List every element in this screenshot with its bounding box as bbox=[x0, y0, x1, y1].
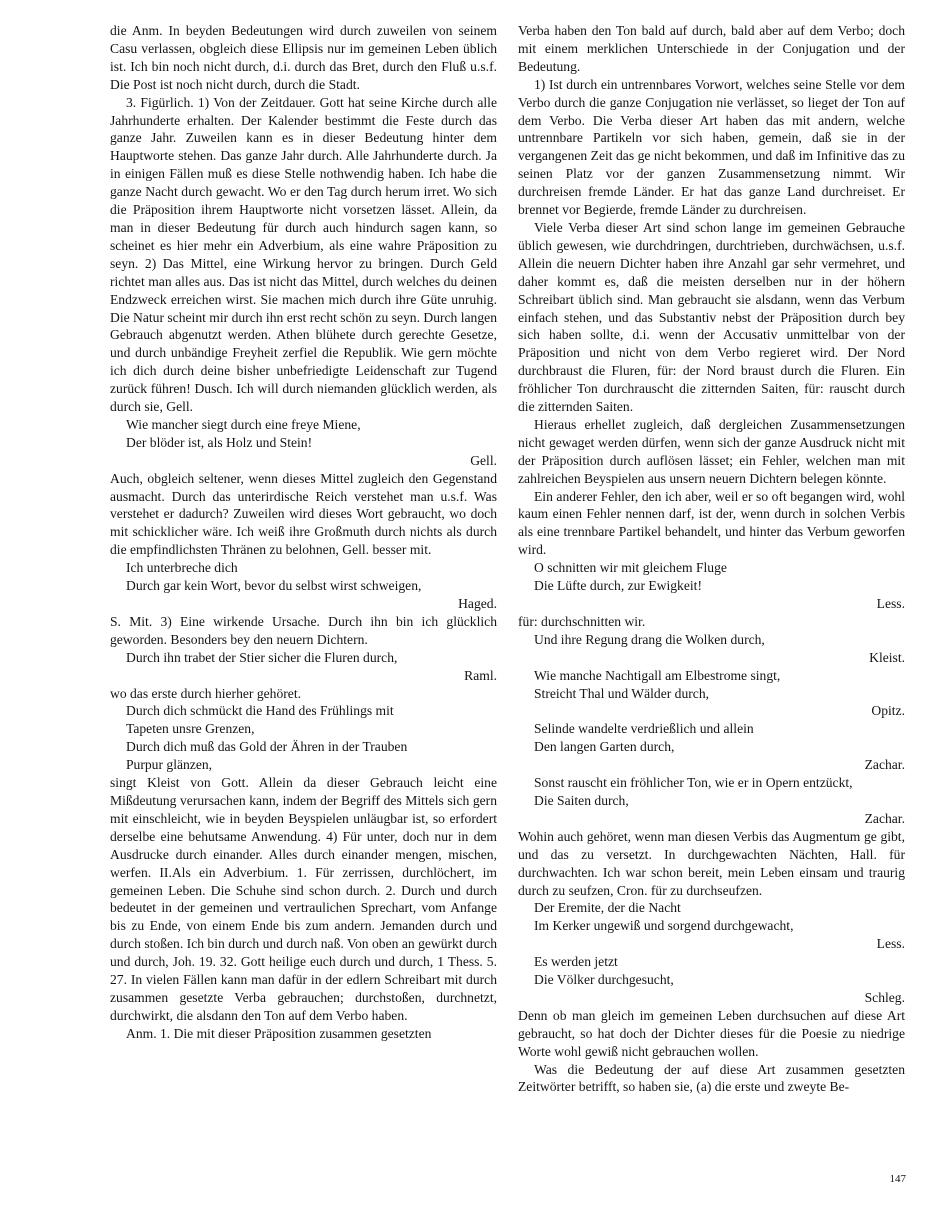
attribution: Zachar. bbox=[864, 757, 905, 773]
paragraph: 3. Figürlich. 1) Von der Zeitdauer. Gott hat seine Kirche durch alle Jahrhunderte erhalten. Der Kalender bestimmt die Feste durch das ganze Jahr. Zuweilen kann es in dieser Bedeutung hinter dem Hauptworte stehen. Das ganze Jahr durch. Alle Jahrhunderte durch. Ja in einigen Fällen muß es diese Stelle nothwendig haben. Ich habe die ganze Nacht durch gewacht. Wo er den Tag durch herum irret. Wo sich die Präposition ihrem Hauptworte nicht vorsetzen lässet. Allein, da man in dieser Bedeutung für durch auch hindurch sagen kann, so scheinet es hier mehr ein Adverbium, als eine wahre Präposition zu seyn. 2) Das Mittel, eine Wirkung hervor zu bringen. Durch Geld richtet man alles aus. Das ist nicht das Mittel, durch welches du deinen Endzweck erreichen wirst. Sie machen mich durch ihre Güte unruhig. Die Natur scheint mir durch ihn erst recht schön zu seyn. Durch langen Gebrauch abgenutzt werden. Athen blühete durch gerechte Gesetze, und durch unbändige Freyheit zerfiel die Republik. Wie gern möchte ich dich durch deine bisher unbefriedigte Leidenschaft zur Tugend zurück führen! Dusch. Ich will durch niemanden glücklich werden, als durch sie, Gell. bbox=[110, 94, 497, 415]
attribution: Raml. bbox=[464, 667, 497, 683]
attribution: Less. bbox=[876, 596, 905, 611]
verse-line: Selinde wandelte verdrießlich und allein bbox=[534, 721, 754, 737]
attribution: Zachar. bbox=[864, 810, 905, 826]
paragraph: Wohin auch gehöret, wenn man diesen Verbis das Augmentum ge gibt, und das zu versetzt. In durchgewachten Nächten, Hall. für durchwachten. Ich war schon bereit, mein Leben einsam und traurig durch zu seufzen, Cron. für zu durchseufzen. bbox=[518, 828, 905, 898]
verse-line: Wie mancher siegt durch eine freye Miene, bbox=[126, 416, 361, 432]
verse-line: Und ihre Regung drang die Wolken durch, bbox=[534, 631, 765, 647]
verse-line: Es werden jetzt bbox=[534, 954, 618, 970]
verse-line: Der Eremite, der die Nacht bbox=[534, 900, 681, 916]
verse-line: Durch dich schmückt die Hand des Frühlings mit bbox=[126, 703, 394, 719]
paragraph: wo das erste durch hierher gehöret. bbox=[110, 685, 301, 701]
verse-line: Im Kerker ungewiß und sorgend durchgewacht, bbox=[534, 918, 794, 934]
attribution: Less. bbox=[876, 936, 905, 952]
paragraph: für: durchschnitten wir. bbox=[518, 613, 646, 629]
paragraph: Ein anderer Fehler, den ich aber, weil er so oft begangen wird, wohl kaum einen Fehler nennen darf, ist der, wenn durch in solchen Verbis als eine trennbare Partikel behandelt, und hinter das Verbum geworfen wird. bbox=[518, 488, 905, 558]
left-column bbox=[110, 22, 497, 1043]
attribution: Schleg. bbox=[864, 989, 905, 1005]
attribution: Haged. bbox=[458, 596, 497, 611]
verse-line: Durch gar kein Wort, bevor du selbst wirst schweigen, bbox=[126, 578, 422, 594]
verse-line: Durch ihn trabet der Stier sicher die Fluren durch, bbox=[126, 649, 398, 665]
paragraph: Hieraus erhellet zugleich, daß dergleichen Zusammensetzungen nicht gewaget werden dürfen, wenn sich der ganze Ausdruck nicht mit der Präposition durch auflösen lässet; ein Fehler, welchen man mit zahlreichen Beyspielen aus unsern neuern Dichtern belegen könnte. bbox=[518, 416, 905, 486]
verse-line: Den langen Garten durch, bbox=[534, 739, 675, 755]
verse-line: Der blöder ist, als Holz und Stein! bbox=[126, 434, 313, 450]
paragraph: singt Kleist von Gott. Allein da dieser Gebrauch leicht eine Mißdeutung verursachen kann, indem der Begriff des Mittels sich gern mit einschleicht, wie in beyden Beyspielen unläugbar ist, so erfordert derselbe eine behutsame Anwendung. 4) Für unter, doch nur in dem Ausdrucke durch einander. Alles durch einander mengen, mischen, werfen. II.Als ein Adverbium. 1. Für zerrissen, durchlöchert, im gemeinen Leben. Die Schuhe sind schon durch. 2. Durch und durch bedeutet in der gemeinen und vertraulichen Sprechart, vom Anfange bis zu Ende, von einem Ende bis zum andern. Jemanden durch und durch stoßen. Ich bin durch und durch naß. Von oben an gewürkt durch und durch, Joh. 19. 32. Gott heilige euch durch und durch, 1 Thess. 5. 27. In vielen Fällen kann man dafür in der edlern Schreibart mit durch zusammen gesetzte Verba gebrauchen; durchstoßen, durchnetzt, durchwirkt, die alsdann den Ton auf dem Verbo haben. bbox=[110, 775, 497, 1023]
paragraph: Anm. 1. Die mit dieser Präposition zusammen gesetzten bbox=[126, 1025, 432, 1041]
page-number: 147 bbox=[889, 1173, 906, 1185]
attribution: Gell. bbox=[470, 452, 497, 468]
verse-line: Die Lüfte durch, zur Ewigkeit! bbox=[534, 578, 702, 594]
paragraph: Was die Bedeutung der auf diese Art zusammen gesetzten Zeitwörter betrifft, so haben sie, (a) die erste und zweyte Be- bbox=[518, 1061, 905, 1095]
paragraph: S. Mit. 3) Eine wirkende Ursache. Durch ihn bin ich glücklich geworden. Besonders bey den neuern Dichtern. bbox=[110, 613, 497, 647]
paragraph: Viele Verba dieser Art sind schon lange im gemeinen Gebrauche üblich gewesen, wie durchdringen, durchtrieben, durchwächsen, u.s.f. Allein die neuern Dichter haben ihre Anzahl gar sehr vermehret, und daher kommt es, daß die meisten derselben nur in der höhern Schreibart üblich sind. Man gebraucht sie alsdann, wenn das Verbum einfach stehen, und das Substantiv nebst der Präposition durch bey sich haben sollte, d.i. wenn der Accusativ unmittelbar von der Präposition und nicht von dem Verbo regieret wird. Der Nord durchbraust die Fluren, für: der Nord braust durch die Fluren. Ein fröhlicher Ton durchrauscht die zitternden Saiten, für: rauscht durch die zitternden Saiten. bbox=[518, 219, 905, 415]
right-column bbox=[518, 22, 905, 1096]
attribution: Kleist. bbox=[869, 649, 905, 665]
verse-line: Ich unterbreche dich bbox=[126, 560, 238, 576]
verse-line: Wie manche Nachtigall am Elbestrome singt, bbox=[534, 667, 781, 683]
verse-line: Durch dich muß das Gold der Ähren in der Trauben bbox=[126, 739, 408, 755]
paragraph: Denn ob man gleich im gemeinen Leben durchsuchen auf diese Art gebraucht, so hat doch der Dichter dieses für die Poesie zu niedrige Worte wohl gewiß nicht gebrauchen wollen. bbox=[518, 1007, 905, 1059]
paragraph: 1) Ist durch ein untrennbares Vorwort, welches seine Stelle vor dem Verbo durch die ganze Conjugation nie verlässet, so lieget der Ton auf dem Verbo. Die Verba dieser Art haben das mit andern, welche untrennbare Partikeln vor sich haben, gemein, daß sie in der vergangenen Zeit das ge nicht bekommen, und daß im Infinitive das zu seinen Platz vor der ganzen Zusammensetzung nimmt. Wir durchreisen fremde Länder. Er hat das ganze Land durchreiset. Er brennet vor Begierde, fremde Länder zu durchreisen. bbox=[518, 76, 905, 218]
verse-line: Streicht Thal und Wälder durch, bbox=[534, 685, 710, 701]
attribution: Opitz. bbox=[871, 703, 905, 719]
verse-line: Tapeten unsre Grenzen, bbox=[126, 721, 255, 737]
verse-line: Die Saiten durch, bbox=[534, 792, 629, 808]
verse-line: O schnitten wir mit gleichem Fluge bbox=[534, 560, 727, 576]
verse-line: Sonst rauscht ein fröhlicher Ton, wie er in Opern entzückt, bbox=[534, 775, 853, 791]
paragraph: Auch, obgleich seltener, wenn dieses Mittel zugleich den Gegenstand ausmacht. Durch das unterirdische Reich verstehet man u.s.f. Was verstehet er dadurch? Zuweilen wird dieses Wort gebraucht, wo doch mit schicklicher wäre. Ich weiß ihre Großmuth durch nichts als durch die empfindlichsten Thränen zu belohnen, Gell. besser mit. bbox=[110, 470, 497, 558]
paragraph: Verba haben den Ton bald auf durch, bald aber auf dem Verbo; doch mit einem merklichen Unterschiede in der Conjugation und der Bedeutung. bbox=[518, 23, 905, 74]
verse-line: Die Völker durchgesucht, bbox=[534, 972, 674, 988]
paragraph: die Anm. In beyden Bedeutungen wird durch zuweilen von seinem Casu verlassen, obgleich diese Ellipsis nur im gemeinen Leben üblich ist. Ich bin noch nicht durch, d.i. durch das Bret, durch den Fluß u.s.f. Die Post ist noch nicht durch, durch die Stadt. bbox=[110, 23, 497, 92]
verse-line: Purpur glänzen, bbox=[126, 757, 213, 773]
